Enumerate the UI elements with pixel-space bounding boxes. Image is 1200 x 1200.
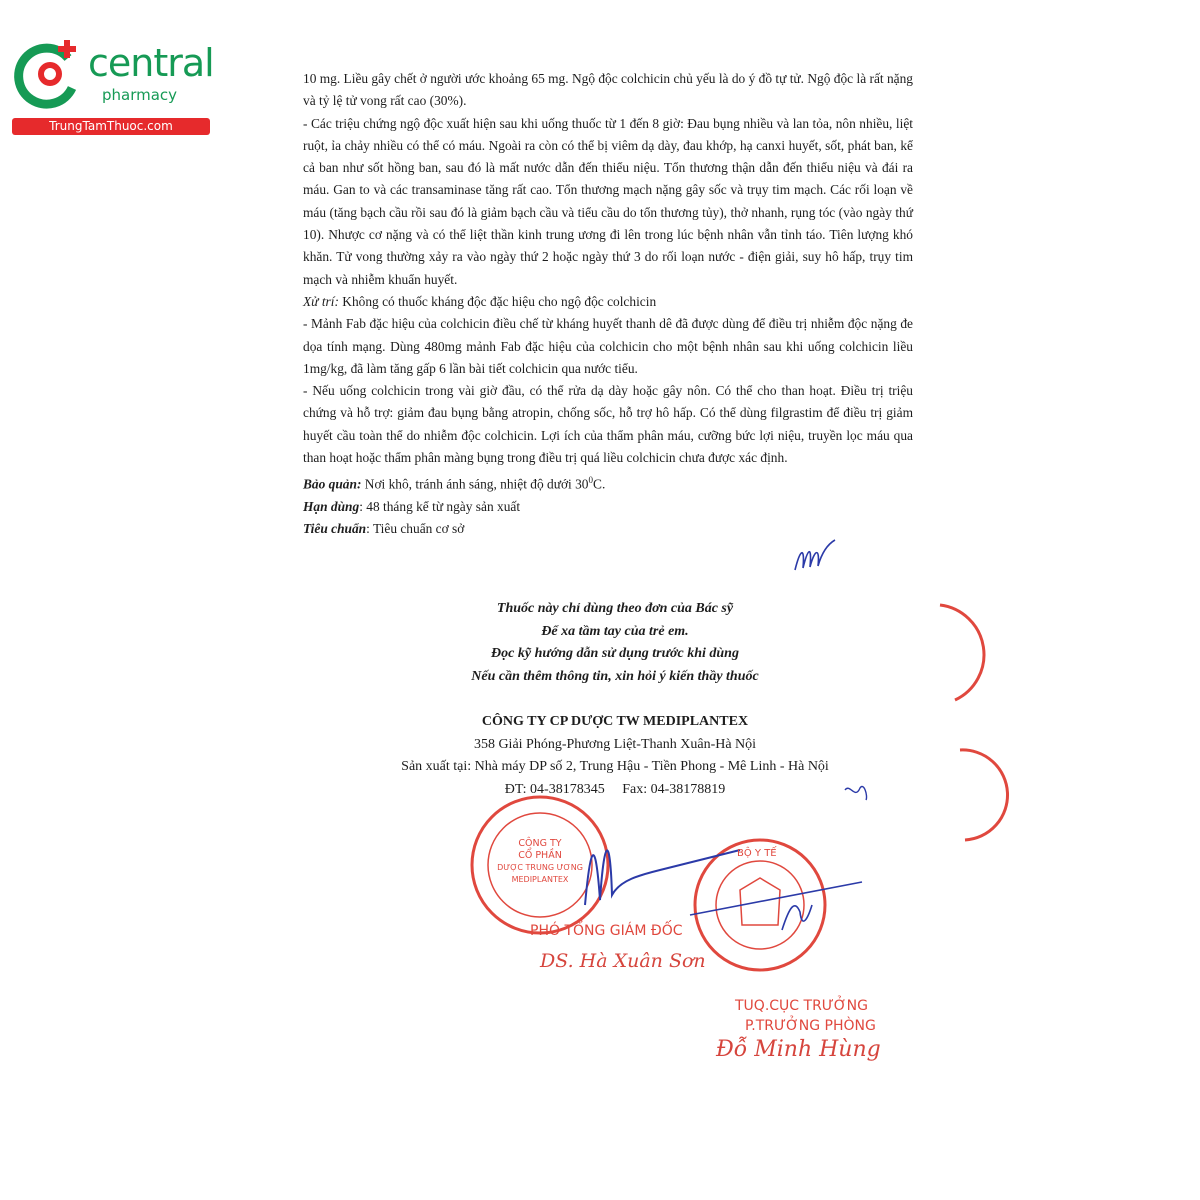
stamp-line: MEDIPLANTEX <box>511 875 569 884</box>
standard-line <box>303 518 913 540</box>
logo-website[interactable]: TrungTamThuoc.com <box>12 118 210 135</box>
expiry-line <box>303 496 913 518</box>
emblem-icon <box>740 878 780 925</box>
warning-notice <box>320 598 910 688</box>
factory-address: Sản xuất tại: Nhà máy DP số 2, Trung Hậu - Tiền Phong - Mê Linh - Hà Nội <box>401 759 829 774</box>
partial-stamp-right <box>960 750 1008 840</box>
storage-degree: 0 <box>588 475 594 486</box>
company-name: CÔNG TY CP DƯỢC TW MEDIPLANTEX <box>481 714 749 729</box>
storage-text: Nơi khô, tránh ánh sáng, nhiệt độ dưới 30 <box>361 476 589 492</box>
ministry-stamp-top: BỘ Y TẾ <box>737 848 777 859</box>
ministry-stamp-outer <box>695 840 825 970</box>
notice-line: Để xa tầm tay của trẻ em. <box>541 623 689 639</box>
paragraph-treatment <box>303 291 913 313</box>
storage-label: Bảo quản: <box>303 476 362 492</box>
notice-line: Đọc kỹ hướng dẫn sử dụng trước khi dùng <box>491 646 739 661</box>
expiry-text: : 48 tháng kể từ ngày sản xuất <box>359 499 521 515</box>
ministry-title-1: TUQ.CỤC TRƯỞNG <box>735 998 868 1014</box>
company-stamp-text <box>490 838 590 886</box>
paragraph-lethal-dose: 10 mg. Liều gây chết ở người ước khoảng 65 mg. Ngộ độc colchicin chủ yếu là do ý đồ tự tử. Ngộ độc là rất nặng và tỷ lệ tử vong rất cao (30%). <box>303 71 913 109</box>
company-signer-title: PHÓ TỔNG GIÁM ĐỐC <box>530 923 683 939</box>
logo-subtitle: pharmacy <box>102 86 178 104</box>
manufacturer-info <box>300 711 930 801</box>
partial-stamp-top-right <box>940 605 984 700</box>
ministry-signer-name: Đỗ Minh Hùng <box>716 1037 881 1062</box>
notice-line: Nếu cần thêm thông tin, xin hỏi ý kiến thầy thuốc <box>471 668 759 684</box>
ministry-signature-mark <box>782 905 812 930</box>
logo-wordmark: central <box>88 41 214 85</box>
ministry-title-2: P.TRƯỞNG PHÒNG <box>745 1018 876 1034</box>
treatment-text: Không có thuốc kháng độc đặc hiệu cho ngộ độc colchicin <box>338 293 657 309</box>
paragraph-fab: - Mảnh Fab đặc hiệu của colchicin điều chế từ kháng huyết thanh dê đã được dùng để điều trị nhiễm độc nặng đe dọa tính mạng. Dùng 480mg mảnh Fab đặc hiệu của colchicin cho một bệnh nhân sau khi uống colchicin liều 1mg/kg, đã làm tăng gấp 6 lần bài tiết colchicin qua nước tiểu. <box>303 316 913 376</box>
stamp-line: CÔNG TY <box>518 838 562 849</box>
stamp-line: CỔ PHẦN <box>518 850 562 861</box>
ministry-stamp-inner <box>716 861 804 949</box>
stamp-line: DƯỢC TRUNG ƯƠNG <box>497 863 583 872</box>
standard-text: : Tiêu chuẩn cơ sở <box>366 521 465 537</box>
paragraph-symptoms: - Các triệu chứng ngộ độc xuất hiện sau khi uống thuốc từ 1 đến 8 giờ: Đau bụng nhiều và lan tỏa, nôn nhiều, liệt ruột, ỉa chảy nhiều có thể có máu. Ngoài ra còn có thể bị viêm dạ dày, đau khớp, hạ canxi huyết, sốt, phát ban, kể cả ban như sốt hồng ban, sau đó là mất nước dẫn đến thiểu niệu. Tổn thương thận dẫn đến thiểu niệu và đái ra máu. Gan to và các transaminase tăng rất cao. Tổn thương mạch nặng gây sốc và trụy tim mạch. Các rối loạn về máu (tăng bạch cầu rồi sau đó là giảm bạch cầu và tiểu cầu do tổn thương tủy), thở nhanh, rụng tóc (vào ngày thứ 10). Nhược cơ nặng và có thể liệt thần kinh trung ương đi lên trong lúc bệnh nhân vẫn tỉnh táo. Tiên lượng khó khăn. Tử vong thường xảy ra vào ngày thứ 2 hoặc ngày thứ 3 do rối loạn nước - điện giải, suy hô hấp, trụy tim mạch và nhiễm khuẩn huyết. <box>303 115 913 287</box>
initials-signature <box>795 540 835 570</box>
expiry-label: Hạn dùng <box>303 499 360 515</box>
company-signer-name: DS. Hà Xuân Sơn <box>540 950 706 972</box>
storage-line <box>303 469 913 496</box>
notice-line: Thuốc này chỉ dùng theo đơn của Bác sỹ <box>496 601 734 616</box>
paragraph-management: - Nếu uống colchicin trong vài giờ đầu, có thể rửa dạ dày hoặc gây nôn. Có thể cho than hoạt. Điều trị triệu chứng và hỗ trợ: giảm đau bụng bằng atropin, chống sốc, hỗ trợ hô hấp. Có thể dùng filgrastim để điều trị giảm huyết cầu toàn thể do nhiễm độc colchicin. Lợi ích của thẩm phân máu, cưỡng bức lợi niệu, truyền lọc máu qua than hoạt hoặc thẩm phân màng bụng trong điều trị quá liều colchicin chưa được xác định. <box>303 383 913 466</box>
leaflet-body <box>303 68 913 541</box>
treatment-label: Xử trí: <box>303 293 339 309</box>
company-address: 358 Giải Phóng-Phương Liệt-Thanh Xuân-Hà Nội <box>473 736 757 752</box>
contact-numbers: ĐT: 04-38178345 Fax: 04-38178819 <box>504 781 726 797</box>
company-director-signature <box>585 850 740 905</box>
storage-unit: C. <box>593 476 606 492</box>
ministry-signature-stroke <box>690 882 862 915</box>
standard-label: Tiêu chuẩn <box>303 521 367 537</box>
central-logo-icon <box>10 36 90 116</box>
pharmacy-logo[interactable] <box>10 36 215 136</box>
